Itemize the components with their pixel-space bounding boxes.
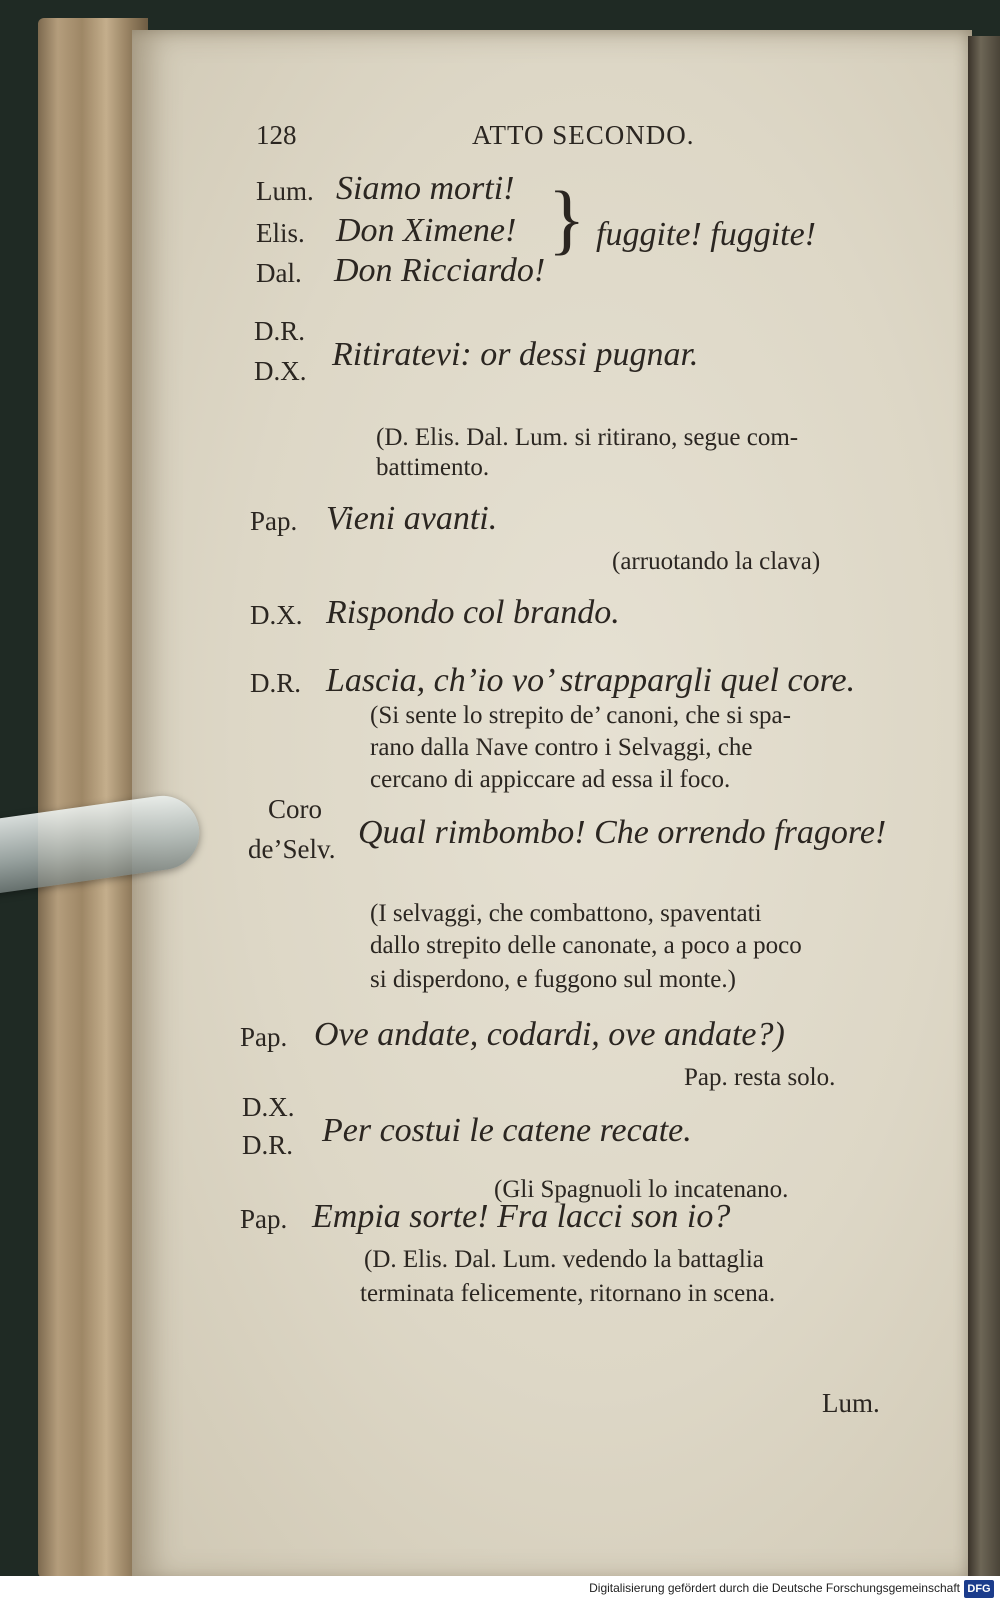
stage-direction: (I selvaggi, che combattono, spaventati <box>370 900 762 927</box>
line-qual-rimbombo: Qual rimbombo! Che orrendo fragore! <box>358 814 887 851</box>
dfg-logo: DFG <box>964 1580 994 1598</box>
line-ritiratevi: Ritiratevi: or dessi pugnar. <box>332 336 699 373</box>
speaker-dx: D.X. <box>242 1092 295 1122</box>
speaker-pap: Pap. <box>250 506 298 536</box>
line-lascia: Lascia, ch’io vo’ strappargli quel core. <box>326 662 856 699</box>
line-fuggite: fuggite! fuggite! <box>596 216 817 253</box>
line-per-costui: Per costui le catene recate. <box>322 1112 692 1149</box>
stage-direction: terminata felicemente, ritornano in scena. <box>360 1280 776 1307</box>
speaker-elis: Elis. <box>256 218 305 248</box>
footer-credit: Digitalisierung gefördert durch die Deutsche Forschungsgemeinschaft <box>589 1581 960 1595</box>
speaker-selvaggi: de’Selv. <box>248 834 336 864</box>
stage-direction: dallo strepito delle canonate, a poco a poco <box>370 932 802 959</box>
speaker-dx: D.X. <box>250 600 303 630</box>
line-vieni-avanti: Vieni avanti. <box>326 500 498 537</box>
speaker-dr: D.R. <box>250 668 302 698</box>
stage-direction: (Si sente lo strepito de’ canoni, che si spa- <box>370 702 791 729</box>
stage-direction: (D. Elis. Dal. Lum. si ritirano, segue com- <box>376 424 799 451</box>
speaker-dr: D.R. <box>242 1130 294 1160</box>
speaker-dal: Dal. <box>256 258 302 288</box>
stage-direction: rano dalla Nave contro i Selvaggi, che <box>370 734 753 761</box>
speaker-dr: D.R. <box>254 316 306 346</box>
stage-direction: (arruotando la clava) <box>612 548 821 575</box>
line-rispondo: Rispondo col brando. <box>326 594 620 631</box>
speaker-pap: Pap. <box>240 1204 288 1234</box>
stage-direction: Pap. resta solo. <box>684 1064 836 1091</box>
stage-direction: (D. Elis. Dal. Lum. vedendo la battaglia <box>364 1246 764 1273</box>
stage-direction: battimento. <box>376 454 490 481</box>
speaker-lum: Lum. <box>256 176 314 206</box>
next-page-edge <box>968 36 1000 1576</box>
line-siamo-morti: Siamo morti! <box>336 170 515 207</box>
stage-direction: (Gli Spagnuoli lo incatenano. <box>494 1176 789 1203</box>
speaker-coro: Coro <box>268 794 322 824</box>
speaker-pap: Pap. <box>240 1022 288 1052</box>
line-ove-andate: Ove andate, codardi, ove andate?) <box>314 1016 785 1053</box>
stage-direction: cercano di appiccare ad essa il foco. <box>370 766 731 793</box>
bracket-brace: } <box>548 175 586 262</box>
speaker-dx: D.X. <box>254 356 307 386</box>
page-number: 128 <box>256 120 297 150</box>
stage-direction: si disperdono, e fuggono sul monte.) <box>370 966 736 993</box>
line-don-ricciardo: Don Ricciardo! <box>334 252 546 289</box>
catchword: Lum. <box>822 1388 880 1418</box>
running-title: ATTO SECONDO. <box>472 120 695 150</box>
line-don-ximene: Don Ximene! <box>336 212 517 249</box>
line-empia-sorte: Empia sorte! Fra lacci son io? <box>312 1198 731 1235</box>
footer-bar <box>0 1576 1000 1604</box>
